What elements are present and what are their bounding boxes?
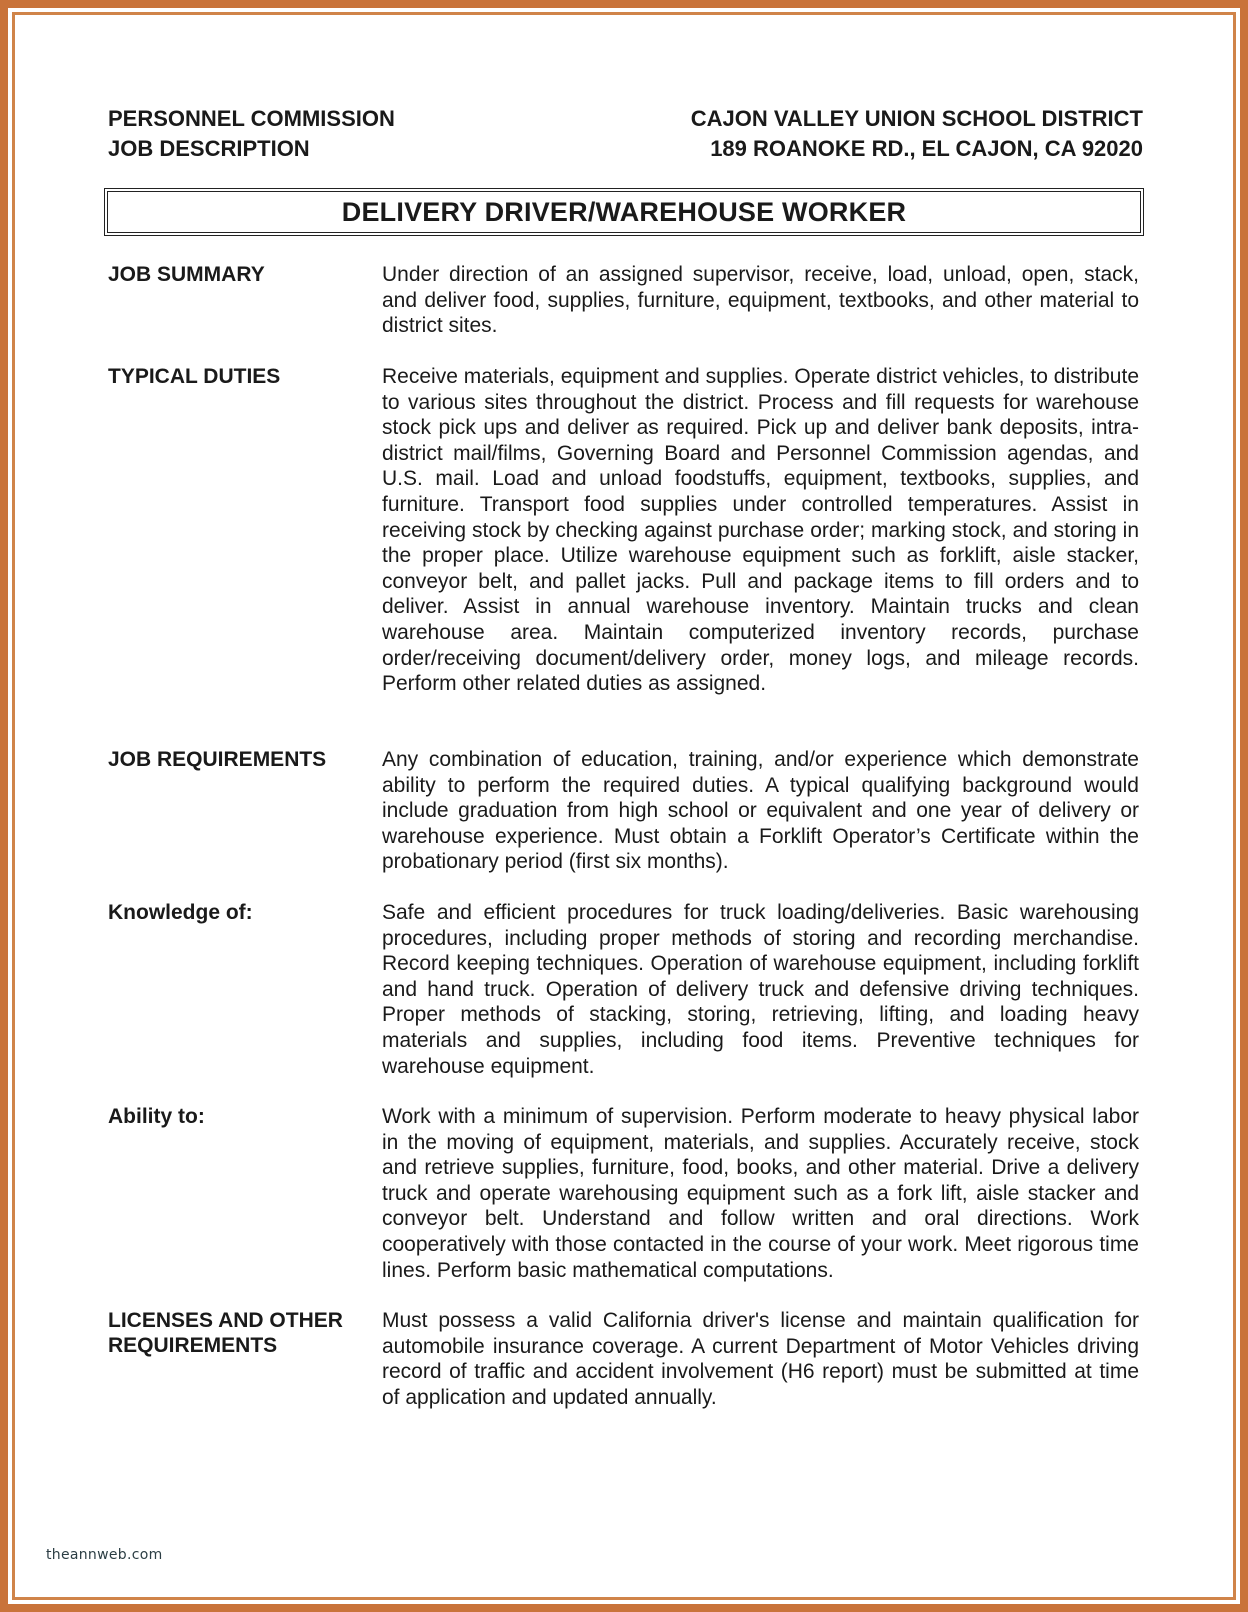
header-left [108,104,395,164]
job-description-heading: JOB DESCRIPTION [108,136,310,161]
section-text: Receive materials, equipment and supplies. Operate district vehicles, to distribute to various sites throughout the district. Process and fill requests for warehouse stock pick ups and deliver as required. Pick up and deliver bank deposits, intra-district mail/films, Governing Board and Personnel Commission agendas, and U.S. mail. Load and unload foodstuffs, equipment, textbooks, supplies, and furniture. Transport food supplies under controlled temperatures. Assist in receiving stock by checking against purchase order; marking stock, and storing in the proper place. Utilize warehouse equipment such as forklift, aisle stacker, conveyor belt, and pallet jacks. Pull and package items to fill orders and to deliver. Assist in annual warehouse inventory. Maintain trucks and clean warehouse area. Maintain computerized inventory records, purchase order/receiving document/delivery order, money logs, and mileage records. Perform other related duties as assigned. [382,365,1139,696]
section-text: Work with a minimum of supervision. Perform moderate to heavy physical labor in the moving of equipment, materials, and supplies. Accurately receive, stock and retrieve supplies, furniture, food, books, and other material. Drive a delivery truck and operate warehousing equipment such as a fork lift, aisle stacker and conveyor belt. Understand and follow written and oral directions. Work cooperatively with those contacted in the course of your work. Meet rigorous time lines. Perform basic mathematical computations. [382,1105,1139,1282]
watermark: theannweb.com [46,1547,163,1563]
header-right [691,104,1143,164]
section-text: Safe and efficient procedures for truck loading/deliveries. Basic warehousing procedures, including proper methods of storing and recording merchandise. Record keeping techniques. Operation of warehouse equipment, including forklift and hand truck. Operation of delivery truck and defensive driving techniques. Proper methods of stacking, storing, retrieving, lifting, and loading heavy materials and supplies, including food items. Preventive techniques for warehouse equipment. [382,901,1139,1078]
section-label: LICENSES AND OTHER REQUIREMENTS [108,1309,343,1357]
section-text: Under direction of an assigned supervisor, receive, load, unload, open, stack, and deliver food, supplies, furniture, equipment, textbooks, and other material to district sites. [382,263,1139,338]
personnel-commission-heading: PERSONNEL COMMISSION [108,106,395,131]
section-label: JOB SUMMARY [108,263,265,286]
section-label: Knowledge of: [108,901,253,924]
section-text: Must possess a valid California driver's license and maintain qualification for automobile insurance coverage. A current Department of Motor Vehicles driving record of traffic and accident involvement (H6 report) must be submitted at time of application and updated annually. [382,1309,1139,1409]
section-text: Any combination of education, training, and/or experience which demonstrate ability to perform the required duties. A typical qualifying background would include graduation from high school or equivalent and one year of delivery or warehouse experience. Must obtain a Forklift Operator’s Certificate within the probationary period (first six months). [382,748,1139,874]
job-title-box [104,188,1144,236]
job-title: DELIVERY DRIVER/WAREHOUSE WORKER [341,196,907,227]
section-label: JOB REQUIREMENTS [108,748,327,771]
section-label: Ability to: [108,1105,205,1128]
district-name: CAJON VALLEY UNION SCHOOL DISTRICT [690,106,1143,131]
district-address: 189 ROANOKE RD., EL CAJON, CA 92020 [710,136,1143,161]
section-label: TYPICAL DUTIES [108,365,281,388]
